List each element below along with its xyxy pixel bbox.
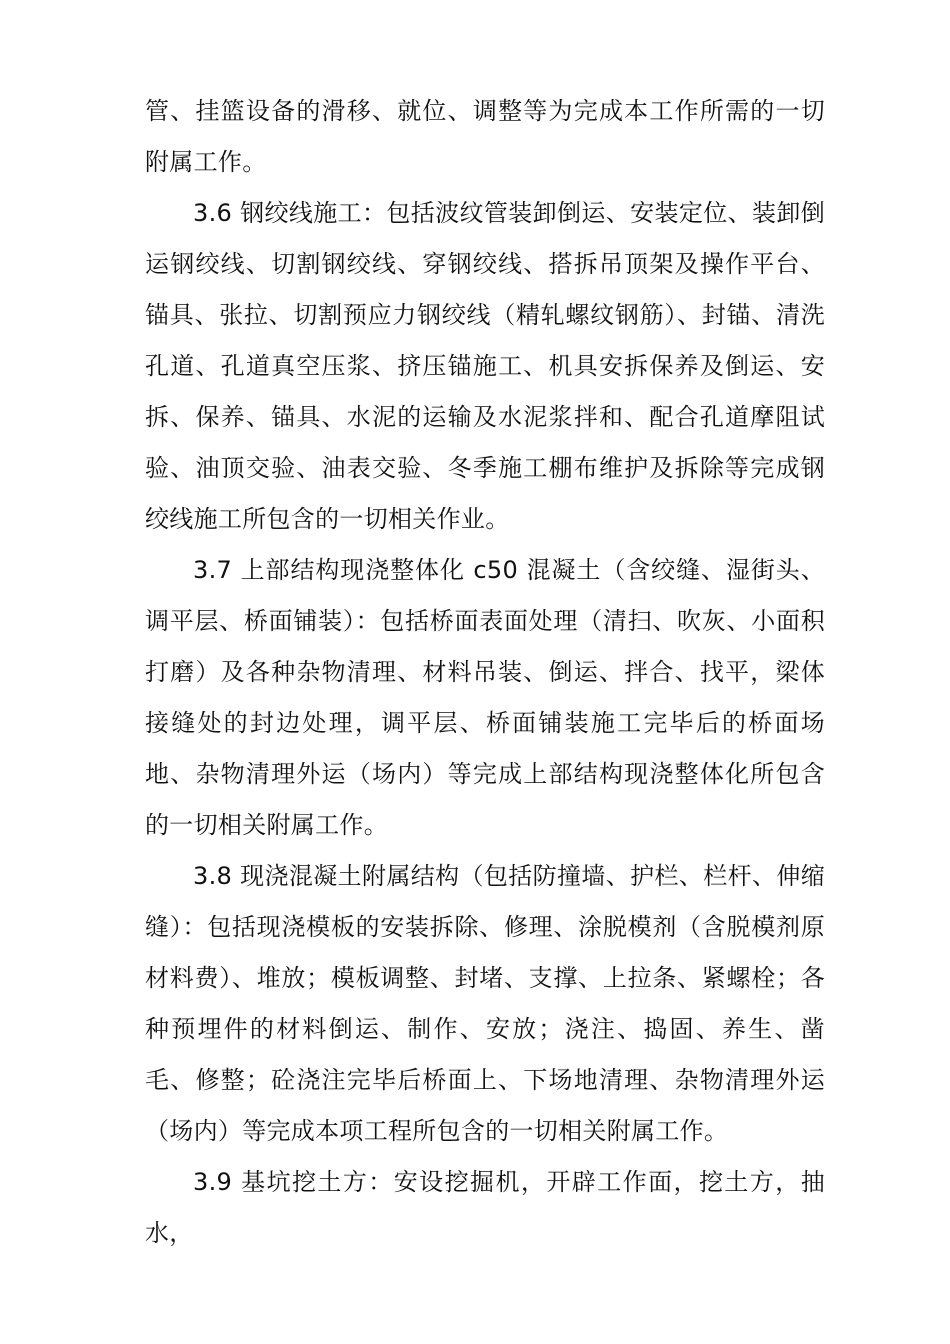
document-body bbox=[145, 86, 825, 1259]
paragraph-3-9-foundation-excavation: 3.9 基坑挖土方：安设挖掘机，开辟工作面，挖土方，抽水， bbox=[145, 1168, 825, 1247]
paragraph-3-7-superstructure-concrete: 3.7 上部结构现浇整体化 c50 混凝土（含绞缝、湿街头、调平层、桥面铺装）：包括桥面表面处理（清扫、吹灰、小面积打磨）及各种杂物清理、材料吊装、倒运、拌合、找平，梁体接缝处的封边处理，调平层、桥面铺装施工完毕后的桥面场地、杂物清理外运（场内）等完成上部结构现浇整体化所包含的一切相关附属工作。 bbox=[145, 556, 825, 839]
paragraph-continuation: 管、挂篮设备的滑移、就位、调整等为完成本工作所需的一切附属工作。 bbox=[145, 97, 825, 176]
paragraph-3-6-steel-strand: 3.6 钢绞线施工：包括波纹管装卸倒运、安装定位、装卸倒运钢绞线、切割钢绞线、穿钢绞线、搭拆吊顶架及操作平台、锚具、张拉、切割预应力钢绞线（精轧螺纹钢筋）、封锚、清洗孔道、孔道真空压浆、挤压锚施工、机具安拆保养及倒运、安拆、保养、锚具、水泥的运输及水泥浆拌和、配合孔道摩阻试验、油顶交验、油表交验、冬季施工棚布维护及拆除等完成钢绞线施工所包含的一切相关作业。 bbox=[145, 199, 825, 533]
paragraph-3-8-cast-in-place-auxiliary: 3.8 现浇混凝土附属结构（包括防撞墙、护栏、栏杆、伸缩缝）：包括现浇模板的安装拆除、修理、涂脱模剂（含脱模剂原材料费）、堆放；模板调整、封堵、支撑、上拉条、紧螺栓；各种预埋件的材料倒运、制作、安放；浇注、捣固、养生、凿毛、修整；砼浇注完毕后桥面上、下场地清理、杂物清理外运（场内）等完成本项工程所包含的一切相关附属工作。 bbox=[145, 862, 825, 1145]
